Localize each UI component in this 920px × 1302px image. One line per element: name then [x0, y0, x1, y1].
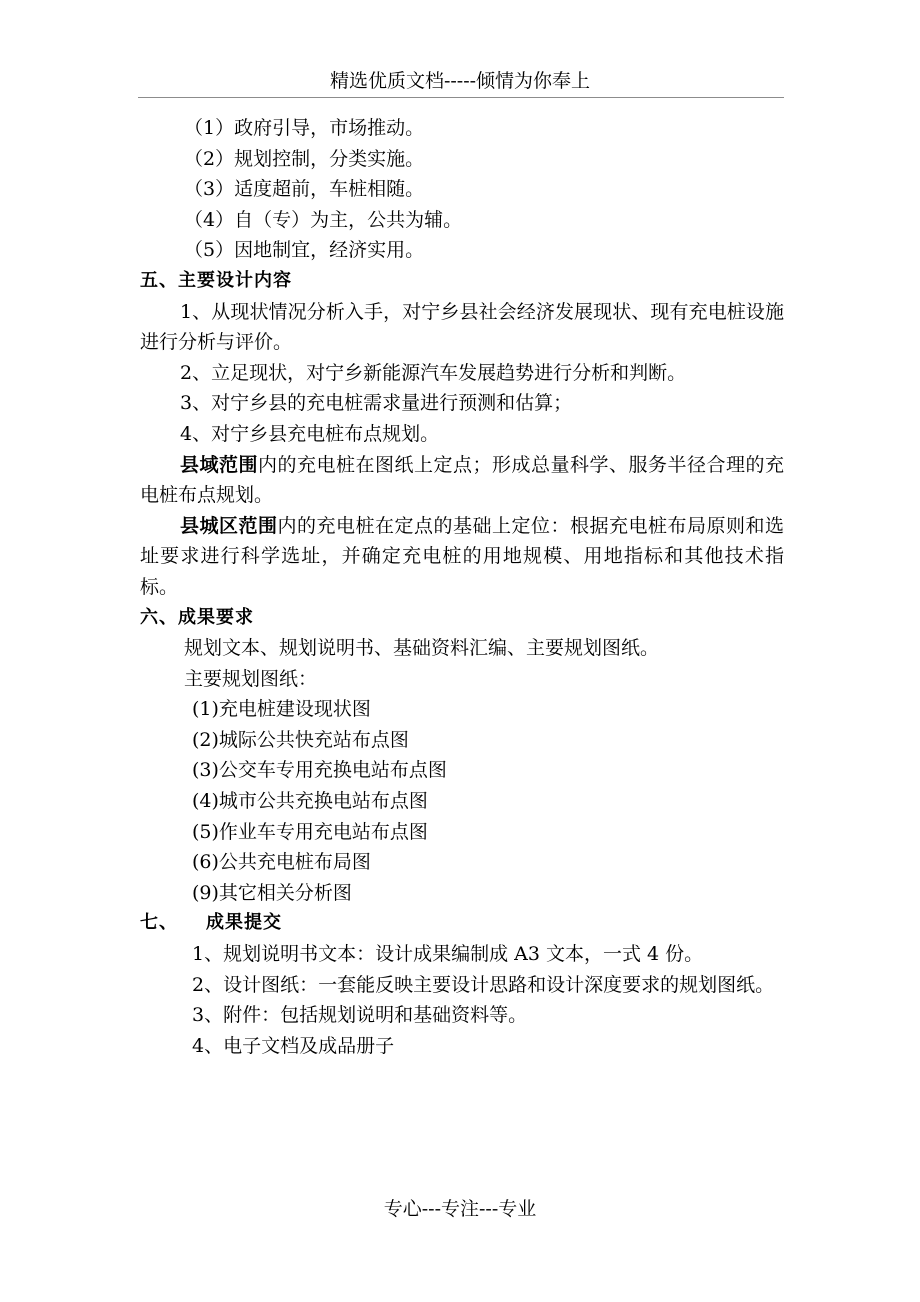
principle-item: （5）因地制宜，经济实用。 — [184, 239, 425, 262]
drawings-label: 主要规划图纸： — [184, 667, 318, 690]
drawing-list-item: (5)作业车专用充电站布点图 — [192, 820, 428, 843]
section-7-title: 成果提交 — [206, 912, 282, 934]
county-scope-term: 县域范围 — [180, 453, 258, 476]
principle-item: （2）规划控制，分类实施。 — [184, 147, 425, 170]
page-header: 精选优质文档-----倾情为你奉上 — [329, 70, 591, 92]
design-content-item-1: 1、从现状情况分析入手，对宁乡县社会经济发展现状、现有充电桩设施进行分析与评价。 — [140, 300, 784, 354]
principle-item: （1）政府引导，市场推动。 — [184, 117, 425, 139]
submission-item: 1、规划说明书文本：设计成果编制成 A3 文本，一式 4 份。 — [192, 943, 704, 966]
principle-item: （3）适度超前，车桩相随。 — [184, 178, 425, 201]
city-scope-text: 内的充电桩在定点的基础上定位：根据充电桩布局原则和选址要求进行科学选址，并确定充电桩的用地规模、用地指标和其他技术指标。 — [140, 514, 784, 598]
design-content-item-3: 3、对宁乡县的充电桩需求量进行预测和估算； — [180, 392, 573, 415]
county-scope-text: 内的充电桩在图纸上定点；形成总量科学、服务半径合理的充电桩布点规划。 — [140, 453, 784, 507]
header-divider — [138, 97, 784, 98]
drawing-list-item: (9)其它相关分析图 — [192, 881, 352, 904]
document-body — [140, 113, 784, 1061]
section-5-heading: 五、主要设计内容 — [140, 269, 292, 291]
principle-item: （4）自（专）为主，公共为辅。 — [184, 208, 463, 231]
page-footer: 专心---专注---专业 — [383, 1198, 537, 1220]
section-6-heading: 六、成果要求 — [140, 606, 254, 628]
city-scope-paragraph — [140, 511, 784, 603]
drawing-list-item: (2)城际公共快充站布点图 — [192, 728, 409, 751]
city-scope-term: 县城区范围 — [180, 514, 278, 537]
submission-item: 2、设计图纸：一套能反映主要设计思路和设计深度要求的规划图纸。 — [192, 973, 775, 996]
design-content-item-2: 2、立足现状，对宁乡新能源汽车发展趋势进行分析和判断。 — [180, 361, 687, 384]
county-scope-paragraph — [140, 450, 784, 511]
drawing-list-item: (1)充电桩建设现状图 — [192, 698, 371, 721]
submission-item: 3、附件：包括规划说明和基础资料等。 — [192, 1004, 528, 1027]
design-content-item-4: 4、对宁乡县充电桩布点规划。 — [180, 422, 440, 445]
deliverables-line: 规划文本、规划说明书、基础资料汇编、主要规划图纸。 — [184, 637, 660, 660]
section-7-heading — [140, 908, 784, 939]
submission-item: 4、电子文档及成品册子 — [192, 1034, 395, 1057]
drawing-list-item: (4)城市公共充换电站布点图 — [192, 790, 428, 813]
drawing-list-item: (3)公交车专用充换电站布点图 — [192, 759, 447, 782]
drawing-list-item: (6)公共充电桩布局图 — [192, 851, 371, 874]
section-7-number: 七、 — [140, 912, 178, 934]
